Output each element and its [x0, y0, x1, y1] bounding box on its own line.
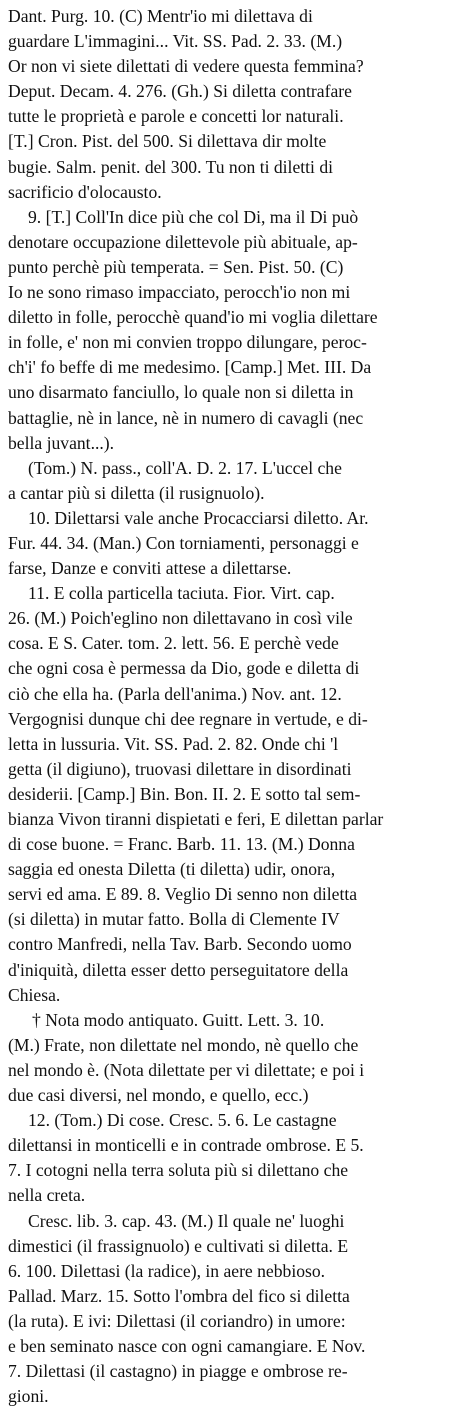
text-line-16: uno disarmato fanciullo, lo quale non si diletta in [8, 382, 354, 403]
text-line-1: Dant. Purg. 10. (C) Mentr'io mi dilettava di [8, 6, 313, 26]
text-line-43: nel mondo è. (Nota dilettate per vi dilettate; e poi i [8, 1059, 365, 1080]
text-line-30: letta in lussuria. Vit. SS. Pad. 2. 82. Onde chi 'l [8, 733, 339, 754]
text-line-31: getta (il digiuno), truovasi dilettare in disordinati [8, 758, 352, 779]
text-line-23: farse, Danze e conviti attese a dilettarse. [8, 558, 292, 579]
text-line-14: in folle, e' non mi convien troppo dilungare, peroc- [8, 332, 367, 353]
text-line-51: 6. 100. Dilettasi (la radice), in aere nebbioso. [8, 1260, 326, 1281]
text-line-19: (Tom.) N. pass., coll'A. D. 2. 17. L'uccel che [28, 457, 342, 478]
text-line-3: Or non vi siete dilettati di vedere questa femmina? [8, 56, 364, 77]
text-line-37: (si diletta) in mutar fatto. Bolla di Clemente IV [8, 909, 340, 930]
text-line-55: 7. Dilettasi (il castagno) in piagge e ombrose re- [8, 1361, 348, 1382]
text-line-22: Fur. 44. 34. (Man.) Con torniamenti, personaggi e [8, 532, 359, 553]
text-line-8: sacrificio d'olocausto. [8, 181, 162, 202]
text-line-17: battaglie, nè in lance, nè in numero di cavagli (nec [8, 407, 364, 428]
text-line-44: due casi diversi, nel mondo, e quello, ecc.) [8, 1085, 309, 1106]
text-line-29: Vergognisi dunque chi dee regnare in vertude, e di- [8, 708, 368, 729]
text-line-18: bella juvant...). [8, 432, 115, 453]
text-line-10: denotare occupazione dilettevole più abituale, ap- [8, 231, 358, 252]
text-line-5: tutte le proprietà e parole e concetti lor naturali. [8, 106, 344, 127]
text-line-46: dilettansi in monticelli e in contrade ombrose. E 5. [8, 1135, 364, 1156]
text-line-33: bianza Vivon tiranni dispietati e feri, E dilettan parlar [8, 809, 384, 829]
text-line-50: dimestici (il frassignuolo) e cultivati si diletta. E [8, 1235, 349, 1256]
text-line-49: Cresc. lib. 3. cap. 43. (M.) Il quale ne' luoghi [28, 1210, 345, 1231]
text-line-54: e ben seminato nasce con ogni camangiare. E Nov. [8, 1335, 366, 1356]
text-line-4: Deput. Decam. 4. 276. (Gh.) Si diletta contrafare [8, 81, 352, 102]
text-line-25: 26. (M.) Poich'eglino non dilettavano in così vile [8, 608, 353, 629]
text-line-7: bugie. Salm. penit. del 300. Tu non ti diletti di [8, 156, 334, 177]
text-line-41: † Nota modo antiquato. Guitt. Lett. 3. 10. [32, 1009, 325, 1030]
text-line-9: 9. [T.] Coll'In dice più che col Di, ma il Di può [28, 206, 359, 227]
text-line-36: servi ed ama. E 89. 8. Veglio Di senno non diletta [8, 884, 358, 905]
text-line-28: ciò che ella ha. (Parla dell'anima.) Nov. ant. 12. [8, 683, 342, 704]
text-line-45: 12. (Tom.) Di cose. Cresc. 5. 6. Le castagne [28, 1110, 337, 1131]
text-line-48: nella creta. [8, 1185, 86, 1206]
text-line-11: punto perchè più temperata. = Sen. Pist. 50. (C) [8, 256, 344, 277]
text-line-12: Io ne sono rimaso impacciato, perocch'io non mi [8, 282, 351, 303]
text-line-38: contro Manfredi, nella Tav. Barb. Secondo uomo [8, 934, 352, 955]
text-line-15: ch'i' fo beffe di me medesimo. [Camp.] Met. III. Da [8, 357, 372, 378]
text-line-40: Chiesa. [8, 984, 61, 1005]
text-line-21: 10. Dilettarsi vale anche Procacciarsi diletto. Ar. [28, 507, 369, 528]
text-line-42: (M.) Frate, non dilettate nel mondo, nè quello che [8, 1034, 359, 1055]
text-line-27: che ogni cosa è permessa da Dio, gode e diletta di [8, 658, 360, 679]
text-line-39: d'iniquità, diletta esser detto perseguitatore della [8, 959, 349, 980]
text-line-2: guardare L'immagini... Vit. SS. Pad. 2. 33. (M.) [8, 31, 343, 52]
text-line-35: saggia ed onesta Diletta (ti diletta) udir, onora, [8, 859, 336, 880]
text-line-6: [T.] Cron. Pist. del 500. Si dilettava dir molte [8, 131, 327, 152]
text-line-52: Pallad. Marz. 15. Sotto l'ombra del fico si diletta [8, 1285, 350, 1306]
text-line-32: desiderii. [Camp.] Bin. Bon. II. 2. E sotto tal sem- [8, 783, 361, 804]
text-line-53: (la ruta). E ivi: Dilettasi (il coriandro) in umore: [8, 1310, 346, 1331]
text-line-34: di cose buone. = Franc. Barb. 11. 13. (M.) Donna [8, 834, 355, 855]
text-line-47: 7. I cotogni nella terra soluta più si dilettano che [8, 1160, 349, 1181]
text-line-24: 11. E colla particella taciuta. Fior. Virt. cap. [28, 583, 335, 604]
text-line-20: a cantar più si diletta (il rusignuolo). [8, 482, 265, 503]
text-line-56: gioni. [8, 1386, 49, 1407]
text-line-13: diletto in folle, perocchè quand'io mi voglia dilettare [8, 307, 378, 328]
text-line-26: cosa. E S. Cater. tom. 2. lett. 56. E perchè vede [8, 633, 339, 654]
